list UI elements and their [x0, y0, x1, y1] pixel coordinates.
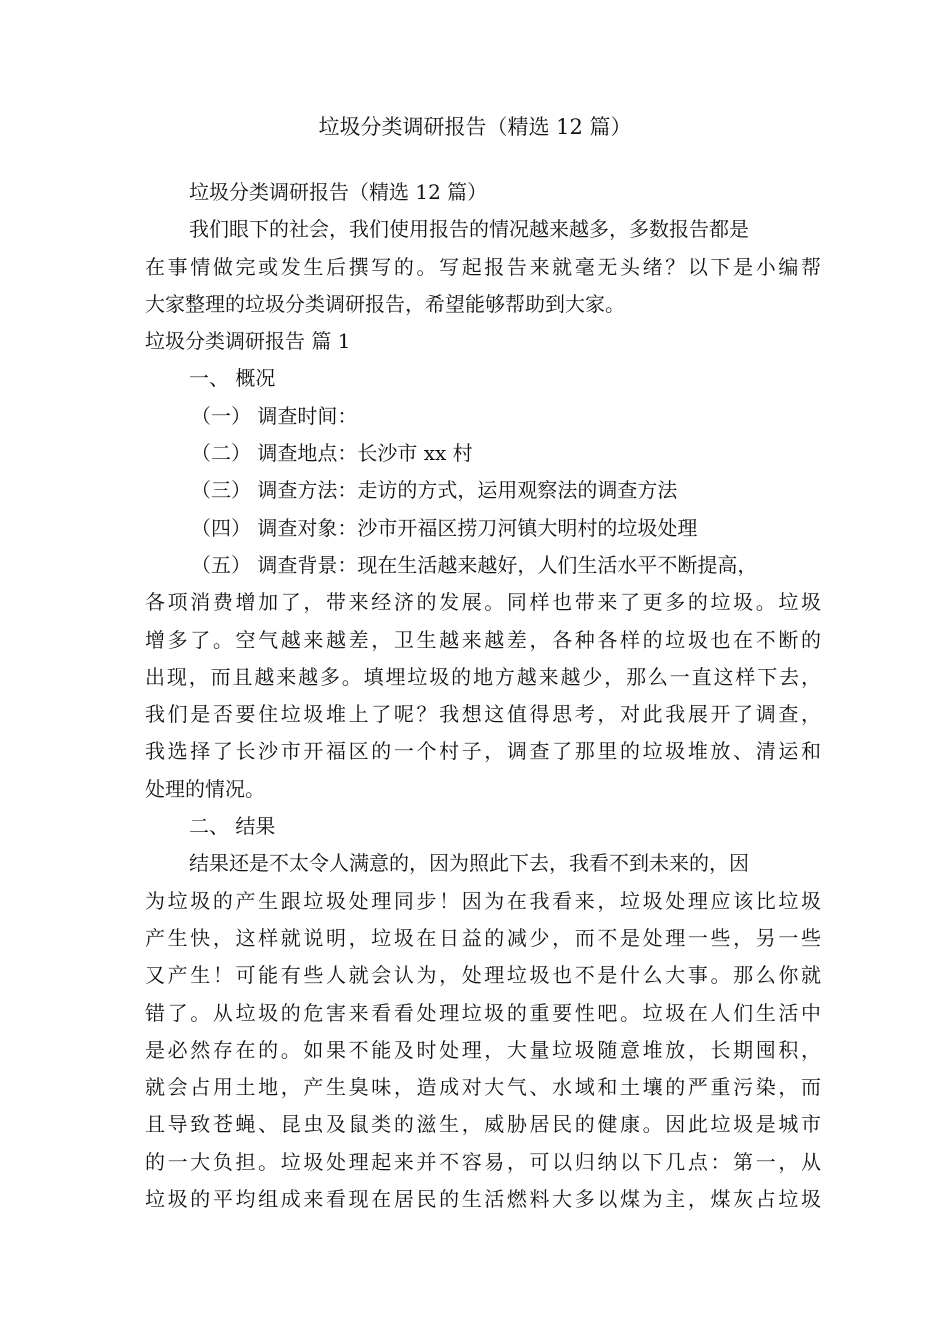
subheading-overview: 一、 概况	[189, 366, 276, 391]
intro-line: 大家整理的垃圾分类调研报告，希望能够帮助到大家。	[145, 291, 625, 316]
paragraph-line: 增多了。空气越来越差，卫生越来越差，各种各样的垃圾也在不断的	[145, 627, 821, 652]
paragraph-line: 出现，而且越来越多。填埋垃圾的地方越来越少，那么一直这样下去，	[145, 664, 821, 689]
document-title: 垃圾分类调研报告（精选 12 篇）	[318, 115, 632, 139]
paragraph-line: 我选择了长沙市开福区的一个村子，调查了那里的垃圾堆放、清运和	[145, 739, 821, 764]
intro-line: 我们眼下的社会，我们使用报告的情况越来越多，多数报告都是	[189, 217, 749, 242]
paragraph-line: 各项消费增加了，带来经济的发展。同样也带来了更多的垃圾。垃圾	[145, 590, 821, 615]
paragraph-line: 就会占用土地，产生臭味，造成对大气、水域和土壤的严重污染，而	[145, 1075, 821, 1100]
paragraph-line: 的一大负担。垃圾处理起来并不容易，可以归纳以下几点：第一，从	[145, 1149, 821, 1174]
list-item: （二） 调查地点：长沙市 xx 村	[191, 441, 473, 466]
subheading-results: 二、 结果	[189, 814, 276, 839]
paragraph-line: 为垃圾的产生跟垃圾处理同步！因为在我看来，垃圾处理应该比垃圾	[145, 888, 821, 913]
paragraph-line: 结果还是不太令人满意的，因为照此下去，我看不到未来的，因	[189, 851, 749, 876]
list-item: （四） 调查对象：沙市开福区捞刀河镇大明村的垃圾处理	[191, 515, 698, 540]
document-body	[145, 174, 821, 1218]
paragraph-line: 处理的情况。	[145, 776, 265, 801]
section-heading: 垃圾分类调研报告 篇 1	[145, 329, 351, 354]
intro-line: 在事情做完或发生后撰写的。写起报告来就毫无头绪？以下是小编帮	[145, 254, 821, 279]
list-item: （五） 调查背景：现在生活越来越好，人们生活水平不断提高，	[191, 552, 758, 577]
paragraph-line: 且导致苍蝇、昆虫及鼠类的滋生，威胁居民的健康。因此垃圾是城市	[145, 1112, 821, 1137]
list-item: （一） 调查时间：	[191, 403, 358, 428]
paragraph-line: 又产生！可能有些人就会认为，处理垃圾也不是什么大事。那么你就	[145, 963, 821, 988]
list-item: （三） 调查方法：走访的方式，运用观察法的调查方法	[191, 478, 678, 503]
paragraph-line: 错了。从垃圾的危害来看看处理垃圾的重要性吧。垃圾在人们生活中	[145, 1000, 821, 1025]
paragraph-line: 我们是否要住垃圾堆上了呢？我想这值得思考，对此我展开了调查，	[145, 702, 821, 727]
paragraph-line: 是必然存在的。如果不能及时处理，大量垃圾随意堆放，长期囤积，	[145, 1037, 821, 1062]
subtitle-line: 垃圾分类调研报告（精选 12 篇）	[189, 180, 488, 204]
paragraph-line: 产生快，这样就说明，垃圾在日益的减少，而不是处理一些，另一些	[145, 925, 821, 950]
paragraph-line: 垃圾的平均组成来看现在居民的生活燃料大多以煤为主，煤灰占垃圾	[145, 1187, 821, 1212]
